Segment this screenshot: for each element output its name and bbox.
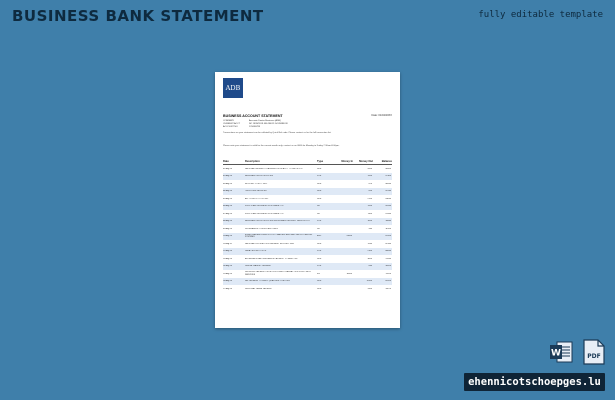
pdf-label: PDF	[587, 353, 601, 360]
cell-balance: 41330	[385, 212, 391, 215]
statement-title: BUSINESS ACCOUNT STATEMENT	[223, 114, 283, 118]
cell-date: 02 Aug 20	[223, 175, 233, 178]
cell-description: FLEX STAFF BUSINESS SOFTWARE LTD	[245, 205, 284, 208]
cell-date: 03 Aug 20	[223, 182, 233, 185]
cell-money-out: 3000	[367, 257, 372, 260]
cell-type: DDR	[317, 287, 322, 290]
cell-description: DENTAL MARKET PAYMENT	[245, 265, 272, 268]
cell-balance: 46430	[385, 182, 391, 185]
cell-date: 05 Aug 20	[223, 197, 233, 200]
cell-money-out: 1200	[367, 175, 372, 178]
table-row	[223, 270, 392, 278]
cell-balance: 62160	[385, 242, 391, 245]
cell-type: POS	[317, 265, 322, 268]
table-row	[223, 180, 392, 188]
header-date: Date	[223, 159, 229, 163]
cell-type: BGC	[317, 235, 322, 238]
cell-type: DDR	[317, 182, 322, 185]
table-row	[223, 255, 392, 263]
statement-date: Date: 01/04/20XX	[371, 114, 392, 117]
cell-type: DDR	[317, 242, 322, 245]
table-body	[223, 165, 392, 293]
cell-type: DDR	[317, 197, 322, 200]
cell-money-out: 3350	[367, 287, 372, 290]
cell-balance: 62420	[385, 280, 391, 283]
cell-balance: 42430	[385, 205, 391, 208]
cell-date: 12 Aug 20	[223, 250, 233, 253]
cell-balance: 45780	[385, 190, 391, 193]
cell-type: DD	[317, 227, 320, 230]
info-label: ACCOUNT NO	[223, 126, 238, 129]
table-row	[223, 218, 392, 226]
cell-date: 14 Aug 20	[223, 265, 233, 268]
table-row	[223, 203, 392, 211]
header-description: Description	[245, 159, 260, 163]
pdf-document-icon[interactable]	[583, 339, 605, 365]
cell-balance: 43630	[385, 197, 391, 200]
cell-description: VAT PAYMENT TO HMRC QUARTERLY RETURN	[245, 280, 290, 283]
cell-money-out: 2000	[367, 167, 372, 170]
cell-date: 11 Aug 20	[223, 242, 232, 245]
cell-description: SB PAYABLES CONSULTANT FEES	[245, 227, 278, 230]
page-title: BUSINESS BANK STATEMENT	[12, 7, 264, 25]
info-value: Accurate Dexter Business (ADB)	[249, 120, 281, 122]
cell-date: 15 Aug 20	[223, 272, 233, 275]
table-row	[223, 195, 392, 203]
cell-date: 04 Aug 20	[223, 190, 233, 193]
cell-date: 08 Aug 20	[223, 220, 233, 223]
cell-type: DDR	[317, 280, 322, 283]
info-row	[223, 126, 343, 129]
cell-money-out: 1100	[367, 212, 372, 215]
table-row	[223, 233, 392, 241]
cell-balance: 74920	[385, 272, 391, 275]
cell-money-out: 640	[368, 265, 372, 268]
cell-money-in: 18500	[346, 272, 352, 275]
cell-description: RECEIVED PAYMENT FROM CUSTOMER TRANSACTION PRINT SHOP SERVICES	[245, 271, 312, 276]
word-document-icon[interactable]	[549, 340, 573, 364]
cell-balance: 47300	[385, 175, 391, 178]
cell-balance: 56420	[385, 265, 391, 268]
table-row	[223, 188, 392, 196]
statement-document	[215, 72, 400, 328]
info-value: NC 1833/2019 456-98012 GOVERNOR	[249, 123, 288, 126]
cell-description: MERIDIAN OFFICE SUPPLIES WHOLESALE DELIVERY SERVICE LTD	[245, 220, 310, 223]
tagline: fully editable template	[478, 10, 603, 20]
cell-balance: 39680	[385, 220, 391, 223]
cell-money-out: 1540	[367, 242, 372, 245]
table-row	[223, 285, 392, 293]
statement-note: Please note your statement is valid for the current month only; contact us on 0800 for Monday to Friday 7.30am-8.00pm.	[223, 145, 340, 147]
cell-date: 06 Aug 20	[223, 205, 233, 208]
table-row	[223, 240, 392, 248]
table-row	[223, 173, 392, 181]
header-money-in: Money In	[341, 159, 353, 163]
cell-date: 07 Aug 20	[223, 212, 233, 215]
brand-badge[interactable]: ehennicotschoepges.lu	[464, 373, 605, 391]
cell-balance: 38700	[385, 227, 391, 230]
cell-money-out: 650	[368, 190, 372, 193]
cell-description: FLEX STAFF BUSINESS SOFTWARE LTD	[245, 212, 284, 215]
cell-money-out: 2100	[367, 250, 372, 253]
cell-type: DDR	[317, 167, 322, 170]
statement-note: Transactions on your statement can be collated by Quick Ref code. Please contact us for the full transaction list.	[223, 132, 332, 134]
account-info	[223, 120, 343, 130]
cell-money-out: 1650	[367, 220, 372, 223]
cell-description: ALPHA NATIONAL INSURANCE PAYMENT TO HMRC INC	[245, 257, 298, 260]
transactions-table	[223, 158, 392, 293]
cell-description: DATA CENTRE COSTS	[245, 250, 267, 253]
header-balance: Balance	[381, 159, 392, 163]
table-row	[223, 225, 392, 233]
cell-money-in: 25000	[346, 235, 352, 238]
table-row	[223, 165, 392, 173]
cell-money-out: 12500	[366, 280, 372, 283]
cell-balance: 59070	[385, 287, 391, 290]
cell-description: ALL TICKETS TO GO INC	[245, 197, 269, 200]
info-label: COMPANY	[223, 120, 234, 122]
cell-money-out: 980	[368, 227, 372, 230]
word-letter: W	[551, 348, 561, 359]
table-row	[223, 278, 392, 286]
cell-description: REGIONAL LEASE PAYMENT	[245, 287, 273, 290]
cell-type: DDR	[317, 190, 322, 193]
table-row	[223, 263, 392, 271]
cell-date: 17 Aug 20	[223, 287, 233, 290]
cell-balance: 63700	[385, 235, 391, 238]
cell-description: ESSEX WAREHOUSING STOCK CHARGES BELLWAY SMITH STEELING SYSTEMS	[245, 233, 313, 239]
cell-money-out: 1200	[367, 205, 372, 208]
cell-description: NATIONAL PAYMENT TRANSFER FROM ACCT TO SMITH LTD	[245, 167, 303, 170]
cell-balance: 60060	[385, 250, 391, 253]
cell-type: POS	[317, 220, 322, 223]
cell-description: MERIDIAN OFFICE SUPPLIES	[245, 175, 274, 178]
cell-type: POS	[317, 175, 322, 178]
cell-date: 09 Aug 20	[223, 227, 233, 230]
cell-money-out: 2150	[367, 197, 372, 200]
cell-balance: 48500	[385, 167, 391, 170]
info-label: CURRENT ACCT	[223, 123, 241, 126]
header-money-out: Money Out	[359, 159, 373, 163]
cell-date: 01 Aug 20	[223, 167, 233, 170]
header-type: Type	[317, 159, 324, 163]
cell-type: DD	[317, 205, 320, 208]
cell-description: TELECOMS SERVICES	[245, 190, 267, 193]
info-value: 123456789	[249, 126, 260, 129]
cell-type: FPI	[317, 272, 321, 275]
cell-description: NATIONAL DISTRIBUTION PAYMENT MONTHLY FEE	[245, 242, 294, 245]
table-header	[223, 158, 392, 165]
cell-money-out: 870	[368, 182, 372, 185]
cell-date: 13 Aug 20	[223, 257, 233, 260]
bank-logo: ADB	[223, 78, 243, 98]
cell-date: 16 Aug 20	[223, 280, 233, 283]
cell-type: DD	[317, 212, 320, 215]
cell-type: POS	[317, 250, 322, 253]
cell-description: MONTHLY UTILITY BILL	[245, 182, 268, 185]
cell-type: DDR	[317, 257, 322, 260]
table-row	[223, 248, 392, 256]
cell-date: 10 Aug 20	[223, 235, 233, 238]
cell-balance: 57060	[385, 257, 391, 260]
table-row	[223, 210, 392, 218]
